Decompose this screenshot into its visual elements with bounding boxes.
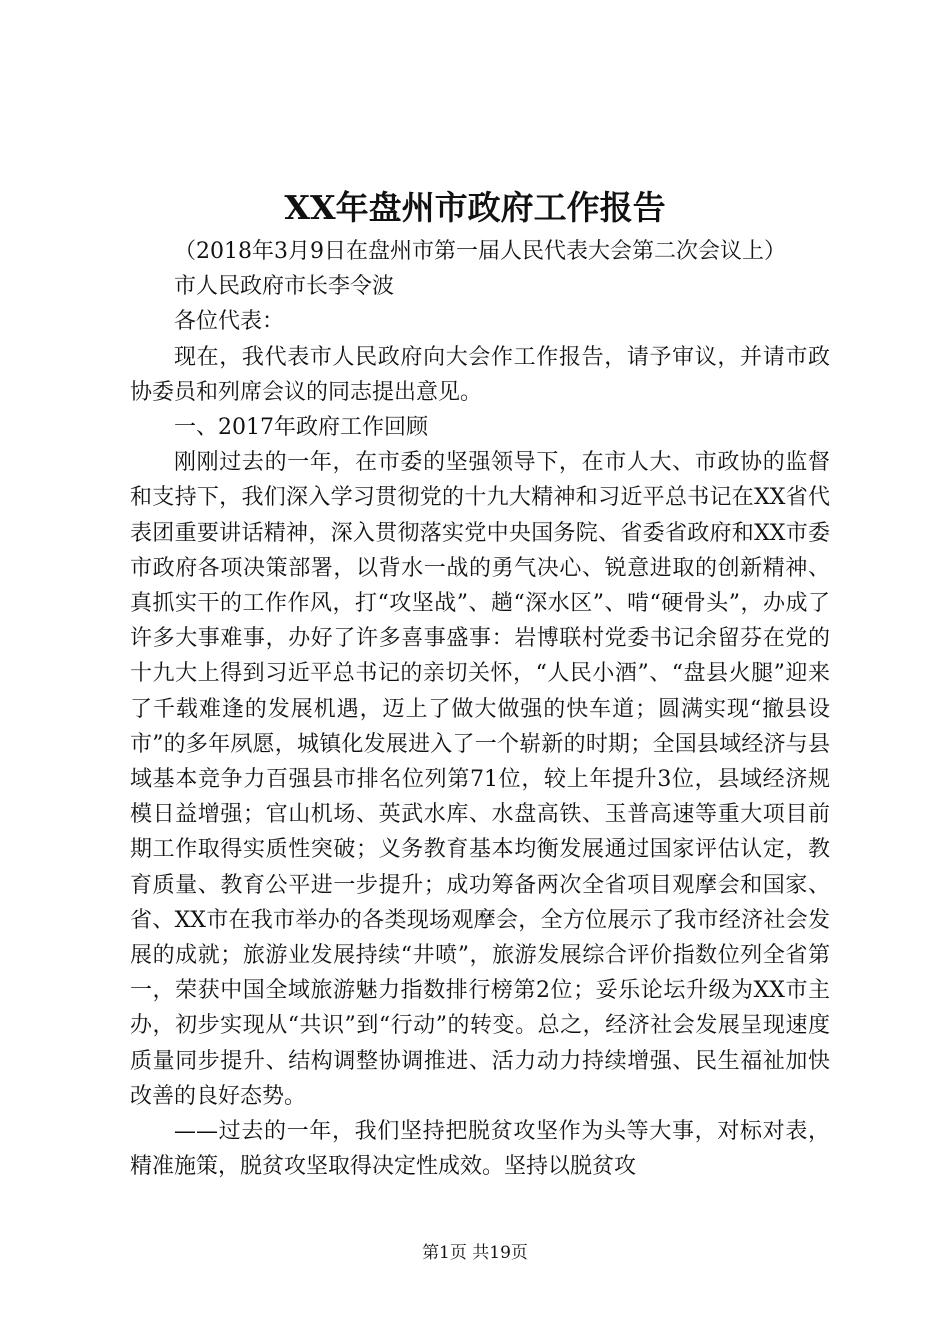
review-paragraph: 刚刚过去的一年，在市委的坚强领导下，在市人大、市政协的监督和支持下，我们深入学习贯彻党的十九大精神和习近平总书记在XX省代表团重要讲话精神，深入贯彻落实党中央国务院、省委省政府和XX市委市政府各项决策部署，以背水一战的勇气决心、锐意进取的创新精神、真抓实干的工作作风，打“攻坚战”、趟“深水区”、啃“硬骨头”，办成了许多大事难事，办好了许多喜事盛事：岩博联村党委书记余留芬在党的十九大上得到习近平总书记的亲切关怀，“人民小酒”、“盘县火腿”迎来了千载难逢的发展机遇，迈上了做大做强的快车道；圆满实现“撤县设市”的多年夙愿，城镇化发展进入了一个崭新的时期；全国县域经济与县域基本竞争力百强县市排名位列第71位，较上年提升3位，县域经济规模日益增强；官山机场、英武水库、水盘高铁、玉普高速等重大项目前期工作取得实质性突破；义务教育基本均衡发展通过国家评估认定，教育质量、教育公平进一步提升；成功筹备两次全省项目观摩会和国家、省、XX市在我市举办的各类现场观摩会，全方位展示了我市经济社会发展的成就；旅游业发展持续“井喷”，旅游发展综合评价指数位列全省第一，荣获中国全域旅游魅力指数排行榜第2位；妥乐论坛升级为XX市主办，初步实现从“共识”到“行动”的转变。总之，经济社会发展呈现速度质量同步提升、结构调整协调推进、活力动力持续增强、民生福祉加快改善的良好态势。 xyxy=(130,450,830,1109)
meeting-date-paragraph: （2018年3月9日在盘州市第一届人民代表大会第二次会议上） xyxy=(174,239,786,264)
poverty-paragraph: ——过去的一年，我们坚持把脱贫攻坚作为头等大事，对标对表，精准施策，脱贫攻坚取得决定性成效。坚持以脱贫攻 xyxy=(130,1119,830,1180)
intro-paragraph: 现在，我代表市人民政府向大会作工作报告，请予审议，并请市政协委员和列席会议的同志提出意见。 xyxy=(130,344,830,405)
section-heading: 一、2017年政府工作回顾 xyxy=(174,415,428,441)
document-body xyxy=(130,234,830,1184)
page-footer: 第1页 共19页 xyxy=(422,1243,528,1263)
speaker-line: 市人民政府市长李令波 xyxy=(174,274,395,300)
salutation: 各位代表： xyxy=(174,309,285,335)
document-title: XX年盘州市政府工作报告 xyxy=(284,188,666,227)
